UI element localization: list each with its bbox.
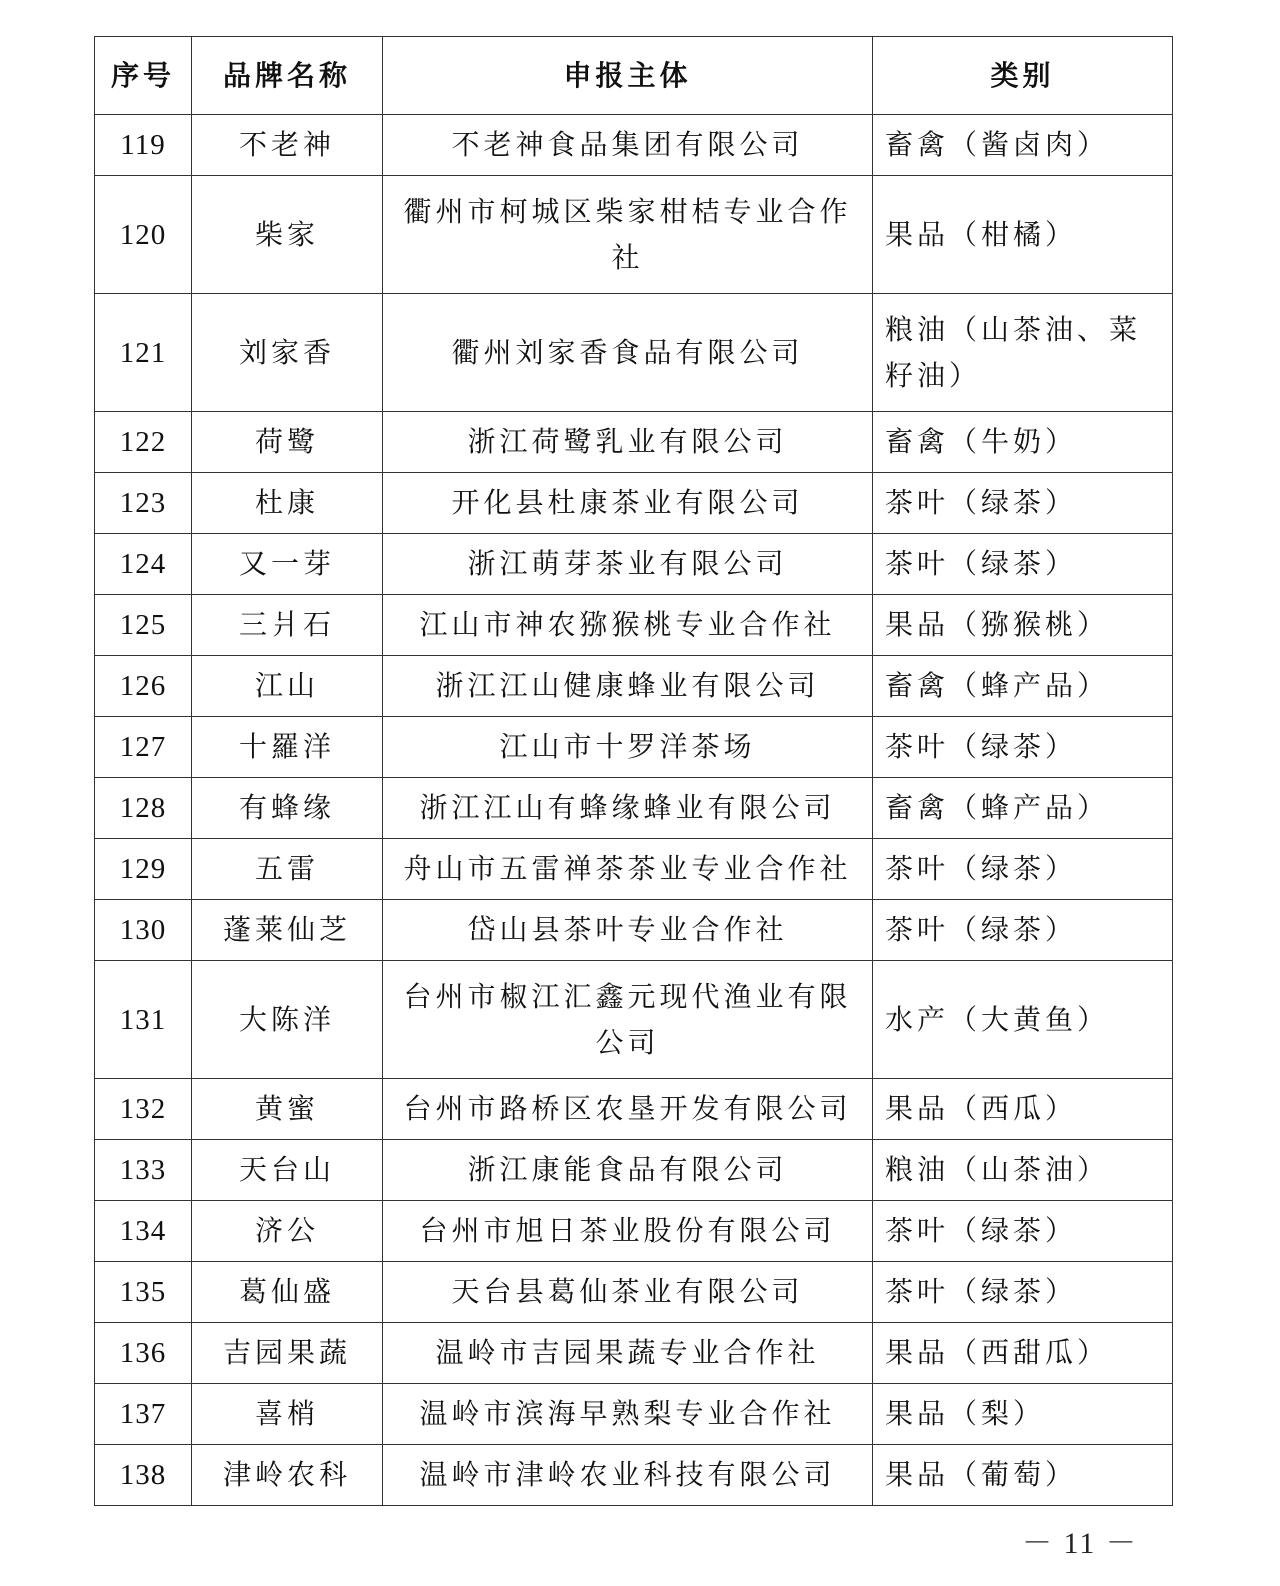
table-row (95, 717, 1173, 778)
row-index: 122 (95, 412, 192, 473)
table-row (95, 1140, 1173, 1201)
row-index: 130 (95, 900, 192, 961)
row-applicant: 台州市路桥区农垦开发有限公司 (383, 1079, 873, 1140)
row-applicant: 浙江荷鹭乳业有限公司 (383, 412, 873, 473)
row-index: 124 (95, 534, 192, 595)
row-applicant: 温岭市吉园果蔬专业合作社 (383, 1323, 873, 1384)
header-category: 类别 (873, 37, 1173, 115)
table-row (95, 900, 1173, 961)
row-category: 果品（柑橘） (873, 176, 1173, 294)
row-category: 果品（葡萄） (873, 1445, 1173, 1506)
row-brand: 刘家香 (192, 294, 383, 412)
row-applicant: 台州市椒江汇鑫元现代渔业有限公司 (383, 961, 873, 1079)
row-index: 137 (95, 1384, 192, 1445)
table-row (95, 115, 1173, 176)
row-category: 茶叶（绿茶） (873, 1201, 1173, 1262)
table-row (95, 1323, 1173, 1384)
table-row (95, 961, 1173, 1079)
table-row (95, 778, 1173, 839)
row-brand: 荷鹭 (192, 412, 383, 473)
row-brand: 三爿石 (192, 595, 383, 656)
row-category: 畜禽（酱卤肉） (873, 115, 1173, 176)
row-index: 131 (95, 961, 192, 1079)
row-applicant: 江山市神农猕猴桃专业合作社 (383, 595, 873, 656)
row-category: 果品（西瓜） (873, 1079, 1173, 1140)
row-applicant: 衢州刘家香食品有限公司 (383, 294, 873, 412)
row-index: 132 (95, 1079, 192, 1140)
row-applicant: 天台县葛仙茶业有限公司 (383, 1262, 873, 1323)
row-brand: 不老神 (192, 115, 383, 176)
row-applicant: 浙江江山健康蜂业有限公司 (383, 656, 873, 717)
row-applicant: 江山市十罗洋茶场 (383, 717, 873, 778)
row-category: 畜禽（蜂产品） (873, 778, 1173, 839)
row-applicant: 台州市旭日茶业股份有限公司 (383, 1201, 873, 1262)
row-brand: 济公 (192, 1201, 383, 1262)
row-brand: 五雷 (192, 839, 383, 900)
table-row (95, 1262, 1173, 1323)
row-brand: 喜梢 (192, 1384, 383, 1445)
header-applicant: 申报主体 (383, 37, 873, 115)
table-row (95, 656, 1173, 717)
row-applicant: 衢州市柯城区柴家柑桔专业合作社 (383, 176, 873, 294)
row-category: 茶叶（绿茶） (873, 839, 1173, 900)
table-row (95, 595, 1173, 656)
row-applicant: 浙江萌芽茶业有限公司 (383, 534, 873, 595)
row-applicant: 岱山县茶叶专业合作社 (383, 900, 873, 961)
table-row (95, 473, 1173, 534)
row-brand: 吉园果蔬 (192, 1323, 383, 1384)
table-row (95, 294, 1173, 412)
row-applicant: 温岭市津岭农业科技有限公司 (383, 1445, 873, 1506)
row-brand: 津岭农科 (192, 1445, 383, 1506)
row-category: 茶叶（绿茶） (873, 534, 1173, 595)
row-applicant: 开化县杜康茶业有限公司 (383, 473, 873, 534)
table-row (95, 839, 1173, 900)
row-index: 121 (95, 294, 192, 412)
row-index: 134 (95, 1201, 192, 1262)
row-index: 135 (95, 1262, 192, 1323)
row-index: 127 (95, 717, 192, 778)
row-index: 136 (95, 1323, 192, 1384)
table-row (95, 1384, 1173, 1445)
row-category: 畜禽（蜂产品） (873, 656, 1173, 717)
table-row (95, 534, 1173, 595)
row-category: 果品（西甜瓜） (873, 1323, 1173, 1384)
row-brand: 有蜂缘 (192, 778, 383, 839)
row-brand: 大陈洋 (192, 961, 383, 1079)
table-row (95, 412, 1173, 473)
row-index: 120 (95, 176, 192, 294)
row-brand: 柴家 (192, 176, 383, 294)
row-category: 粮油（山茶油） (873, 1140, 1173, 1201)
table-header-row (95, 37, 1173, 115)
row-brand: 黄蜜 (192, 1079, 383, 1140)
row-applicant: 浙江江山有蜂缘蜂业有限公司 (383, 778, 873, 839)
row-category: 水产（大黄鱼） (873, 961, 1173, 1079)
table-row (95, 1445, 1173, 1506)
row-index: 128 (95, 778, 192, 839)
row-category: 茶叶（绿茶） (873, 717, 1173, 778)
row-brand: 葛仙盛 (192, 1262, 383, 1323)
row-category: 粮油（山茶油、菜籽油） (873, 294, 1173, 412)
row-brand: 杜康 (192, 473, 383, 534)
row-applicant: 浙江康能食品有限公司 (383, 1140, 873, 1201)
row-category: 茶叶（绿茶） (873, 473, 1173, 534)
row-brand: 又一芽 (192, 534, 383, 595)
page-number: － 11 － (1022, 1527, 1138, 1560)
row-applicant: 温岭市滨海早熟梨专业合作社 (383, 1384, 873, 1445)
row-index: 119 (95, 115, 192, 176)
table-row (95, 1079, 1173, 1140)
row-index: 123 (95, 473, 192, 534)
brand-table (94, 36, 1173, 1506)
row-category: 果品（猕猴桃） (873, 595, 1173, 656)
header-index: 序号 (95, 37, 192, 115)
row-applicant: 舟山市五雷禅茶茶业专业合作社 (383, 839, 873, 900)
row-brand: 十羅洋 (192, 717, 383, 778)
row-category: 畜禽（牛奶） (873, 412, 1173, 473)
table-row (95, 1201, 1173, 1262)
row-index: 129 (95, 839, 192, 900)
header-brand: 品牌名称 (192, 37, 383, 115)
row-category: 茶叶（绿茶） (873, 1262, 1173, 1323)
row-index: 138 (95, 1445, 192, 1506)
table-row (95, 176, 1173, 294)
row-category: 果品（梨） (873, 1384, 1173, 1445)
row-brand: 江山 (192, 656, 383, 717)
row-category: 茶叶（绿茶） (873, 900, 1173, 961)
row-index: 125 (95, 595, 192, 656)
row-index: 133 (95, 1140, 192, 1201)
row-brand: 天台山 (192, 1140, 383, 1201)
row-index: 126 (95, 656, 192, 717)
row-brand: 蓬莱仙芝 (192, 900, 383, 961)
row-applicant: 不老神食品集团有限公司 (383, 115, 873, 176)
